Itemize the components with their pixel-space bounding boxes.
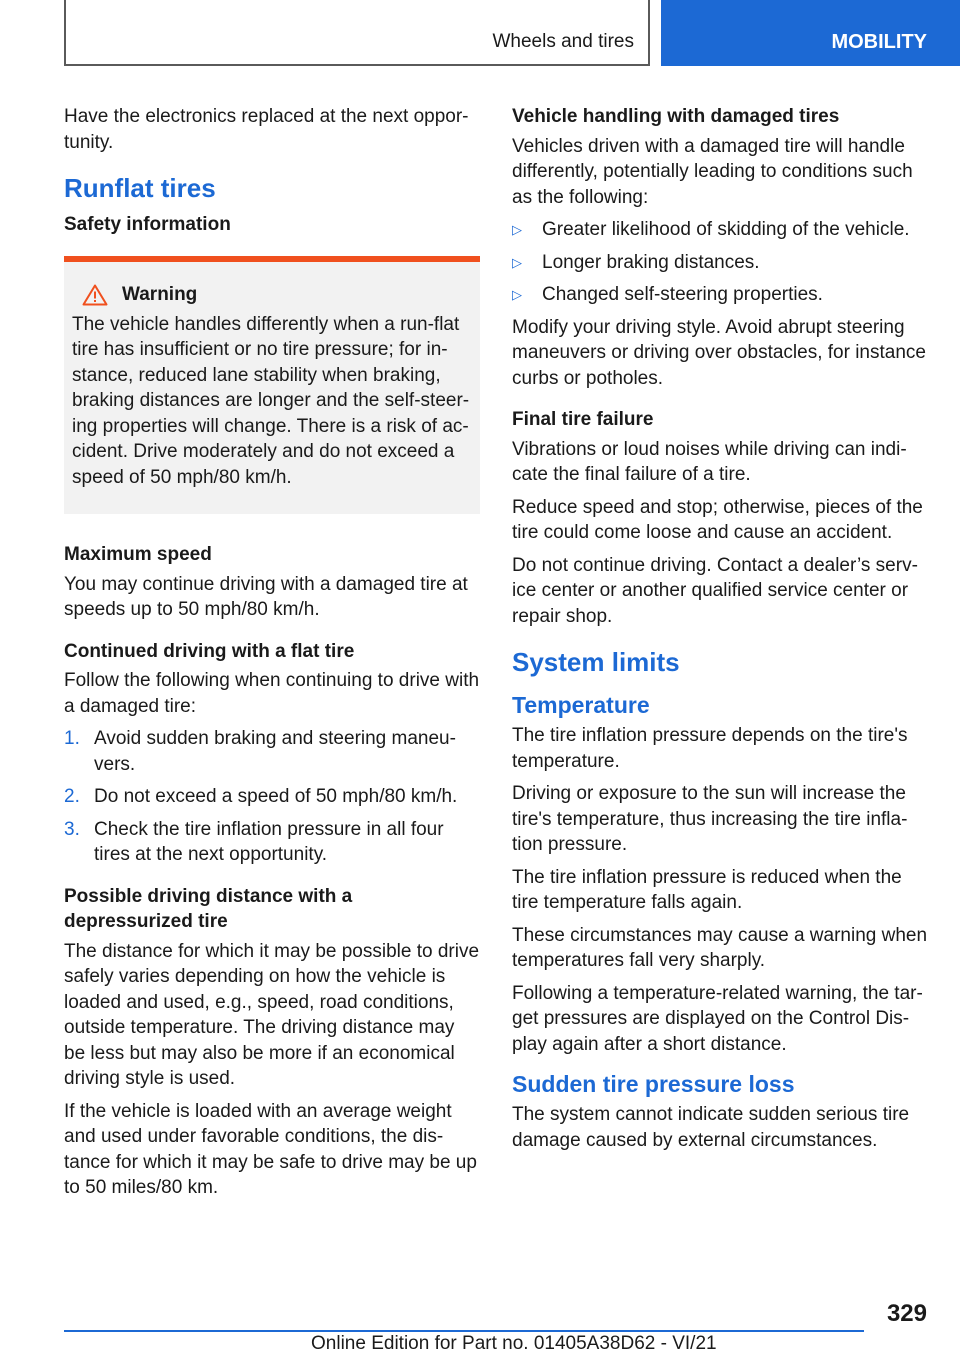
max-speed-text: You may continue driving with a damaged tire at speeds up to 50 mph/80 km/h. bbox=[64, 573, 468, 620]
list-item bbox=[512, 250, 932, 276]
step-text: Check the tire inflation pressure in all four tires at the next opportunity. bbox=[94, 818, 444, 865]
warning-title: Warning bbox=[122, 283, 198, 305]
driving-distance-text-1: The distance for which it may be possible to drive safely varies depending on how the vehicle is loaded and used, e.g., speed, road conditions, outside temperature. The driving distance may be less but may also be more if an economical driving style is used. bbox=[64, 940, 480, 1089]
vehicle-handling-text: Vehicles driven with a damaged tire will handle differently, potentially leading to conditions such as the following: bbox=[512, 135, 913, 208]
bullet-triangle-icon: ▷ bbox=[512, 222, 522, 237]
pressure-loss-heading: Sudden tire pressure loss bbox=[512, 1071, 795, 1097]
step-text: Do not exceed a speed of 50 mph/80 km/h. bbox=[94, 786, 458, 807]
system-limits-heading: System limits bbox=[512, 647, 680, 677]
temperature-text-3: The tire inflation pressure is reduced when the tire temperature falls again. bbox=[512, 866, 902, 913]
final-failure-text-1: Vibrations or loud noises while driving can indi‐cate the final failure of a tire. bbox=[512, 438, 907, 485]
step-number: 2. bbox=[64, 786, 80, 807]
steps-list bbox=[64, 726, 480, 868]
runflat-heading: Runflat tires bbox=[64, 173, 216, 203]
list-item bbox=[64, 726, 480, 777]
warning-box bbox=[64, 256, 480, 515]
header-section-box bbox=[64, 0, 650, 66]
footer-edition: Online Edition for Part no. 01405A38D62 - VI/21 bbox=[311, 1333, 717, 1354]
bullet-text: Longer braking distances. bbox=[542, 251, 760, 273]
warning-text: The vehicle handles differently when a run-flat tire has insufficient or no tire pressure; for in‐stance, reduced lane stability when braking, braking distances are longer and the self-steer‐ing properties will change. There is a risk of ac‐cident. Drive moderately and do not exceed a speed of 50 mph/80 km/h. bbox=[72, 313, 470, 488]
final-failure-text-3: Do not continue driving. Contact a dealer’s serv‐ice center or another qualified service center or repair shop. bbox=[512, 554, 918, 627]
header-chapter-tab: MOBILITY bbox=[661, 0, 960, 66]
vehicle-handling-heading: Vehicle handling with damaged tires bbox=[512, 106, 840, 127]
pressure-loss-text: The system cannot indicate sudden serious tire damage caused by external circumstances. bbox=[512, 1104, 910, 1151]
warning-title-row bbox=[72, 284, 472, 306]
bullet-triangle-icon: ▷ bbox=[512, 254, 522, 270]
bullet-text: Changed self-steering properties. bbox=[542, 284, 823, 305]
list-item bbox=[512, 217, 932, 243]
temperature-heading: Temperature bbox=[512, 692, 650, 718]
right-column bbox=[512, 104, 932, 1160]
final-failure-heading: Final tire failure bbox=[512, 409, 654, 430]
intro-paragraph: Have the electronics replaced at the next oppor‐tunity. bbox=[64, 106, 469, 153]
list-item bbox=[64, 817, 480, 868]
handling-bullet-list bbox=[512, 217, 932, 308]
step-text: Avoid sudden braking and steering maneu‐vers. bbox=[94, 728, 456, 775]
temperature-text-5: Following a temperature-related warning, the tar‐get pressures are displayed on the Control Dis‐play again after a short distance. bbox=[512, 982, 923, 1055]
driving-distance-text-2: If the vehicle is loaded with an average weight and used under favorable conditions, the dis‐tance for which it may be safe to drive may be up to 50 miles/80 km. bbox=[64, 1100, 477, 1198]
max-speed-heading: Maximum speed bbox=[64, 544, 212, 565]
bullet-triangle-icon: ▷ bbox=[512, 287, 522, 302]
step-number: 3. bbox=[64, 818, 80, 840]
temperature-text-1: The tire inflation pressure depends on the tire's temperature. bbox=[512, 725, 908, 772]
final-failure-text-2: Reduce speed and stop; otherwise, pieces of the tire could come loose and cause an accident. bbox=[512, 496, 923, 543]
temperature-text-2: Driving or exposure to the sun will increase the tire's temperature, thus increasing the tire infla‐tion pressure. bbox=[512, 783, 908, 855]
step-number: 1. bbox=[64, 728, 80, 749]
continued-driving-text: Follow the following when continuing to drive with a damaged tire: bbox=[64, 670, 480, 717]
page-number: 329 bbox=[886, 1300, 927, 1327]
temperature-text-4: These circumstances may cause a warning when temperatures fall very sharply. bbox=[512, 924, 928, 971]
vehicle-handling-text-2: Modify your driving style. Avoid abrupt steering maneuvers or driving over obstacles, for instance curbs or potholes. bbox=[512, 316, 926, 389]
header-section-title: Wheels and tires bbox=[492, 31, 634, 52]
driving-distance-heading: Possible driving distance with a depressurized tire bbox=[64, 885, 353, 932]
safety-heading: Safety information bbox=[64, 214, 231, 235]
left-column bbox=[64, 104, 480, 1208]
warning-triangle-icon bbox=[82, 284, 108, 306]
list-item bbox=[512, 282, 932, 308]
bullet-text: Greater likelihood of skidding of the vehicle. bbox=[542, 219, 910, 240]
page-header bbox=[0, 0, 960, 66]
continued-driving-heading: Continued driving with a flat tire bbox=[64, 640, 355, 662]
list-item bbox=[64, 784, 480, 810]
footer-divider bbox=[64, 1330, 864, 1332]
